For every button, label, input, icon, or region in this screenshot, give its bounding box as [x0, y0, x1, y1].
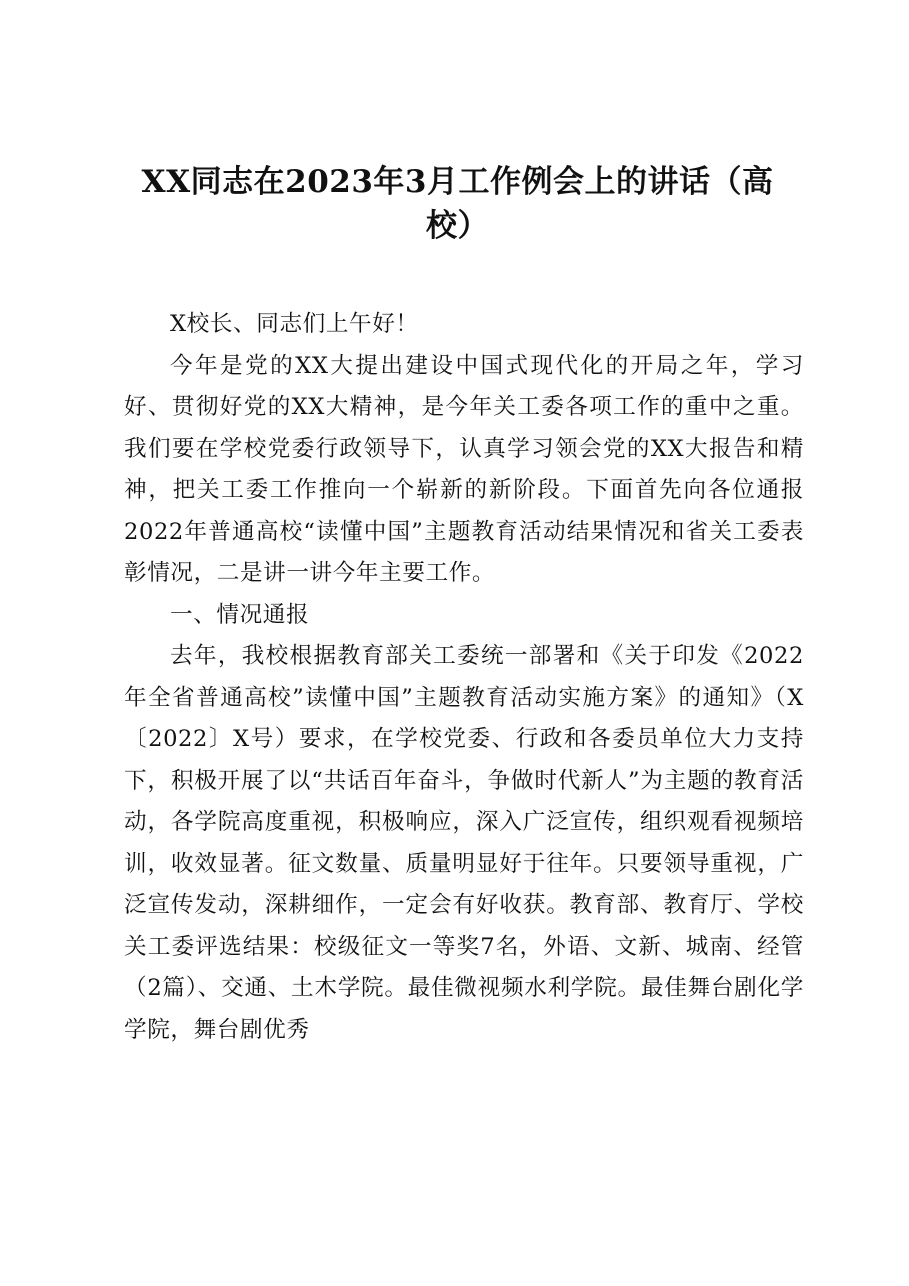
- section-heading: 一、情况通报: [170, 601, 310, 628]
- document-body: [124, 304, 804, 1051]
- intro-paragraph: 今年是党的XX大提出建设中国式现代化的开局之年，学习好、贯彻好党的XX大精神，是今年关工委各项工作的重中之重。我们要在学校党委行政领导下，认真学习领会党的XX大报告和精神，把关工委工作推向一个崭新的新阶段。下面首先向各位通报2022年普通高校“读懂中国”主题教育活动结果情况和省关工委表彰情况，二是讲一讲今年主要工作。: [124, 352, 804, 586]
- report-paragraph: 去年，我校根据教育部关工委统一部署和《关于印发《2022年全省普通高校”读懂中国”主题教育活动实施方案》的通知》（X〔2022〕X号）要求，在学校党委、行政和各委员单位大力支持下，积极开展了以“共话百年奋斗，争做时代新人”为主题的教育活动，各学院高度重视，积极响应，深入广泛宣传，组织观看视频培训，收效显著。征文数量、质量明显好于往年。只要领导重视，广泛宣传发动，深耕细作，一定会有好收获。教育部、教育厅、学校关工委评选结果：校级征文一等奖7名，外语、文新、城南、经管（2篇）、交通、土木学院。最佳微视频水利学院。最佳舞台剧化学学院，舞台剧优秀: [124, 643, 804, 1043]
- greeting-paragraph: X校长、同志们上午好！: [170, 311, 419, 337]
- document-title: XX同志在2023年3月工作例会上的讲话（高校）: [141, 164, 774, 244]
